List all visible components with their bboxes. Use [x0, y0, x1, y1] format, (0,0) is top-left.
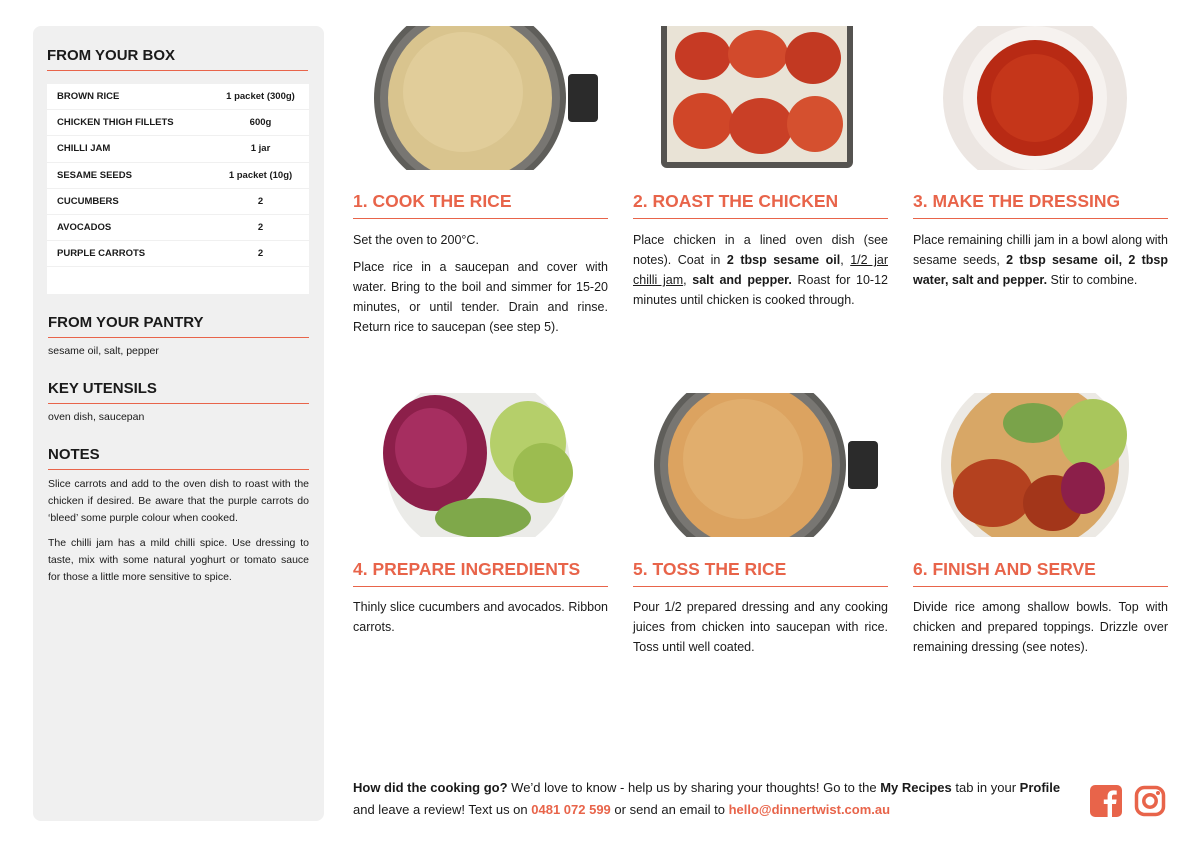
ingredient-name: BROWN RICE	[57, 91, 120, 103]
step-3-title: 3. MAKE THE DRESSING	[913, 191, 1168, 219]
step-4-body	[353, 597, 608, 637]
step-3-text: Place remaining chilli jam in a bowl along with sesame seeds, 2 tbsp sesame oil, 2 tbsp water, salt and pepper. Stir to combine.	[913, 233, 1169, 287]
ingredients-table	[47, 84, 309, 294]
step-4-text: Thinly slice cucumbers and avocados. Ribbon carrots.	[353, 600, 608, 634]
step-5-image	[633, 393, 888, 537]
ingredient-qty: 1 packet (10g)	[228, 169, 293, 181]
step-2-text: Place chicken in a lined oven dish (see notes). Coat in 2 tbsp sesame oil, 1/2 jar chilli jam, salt and pepper. Roast for 10-12 minutes until chicken is cooked through.	[633, 233, 889, 307]
ingredient-row	[47, 84, 309, 110]
step-4-title: 4. PREPARE INGREDIENTS	[353, 559, 608, 587]
ingredient-name: PURPLE CARROTS	[57, 248, 146, 260]
step-6-body	[913, 597, 1168, 657]
step-1-text: Set the oven to 200°C.	[353, 233, 479, 247]
step-6-image	[913, 393, 1168, 537]
step-1-text: Place rice in a saucepan and cover with water. Bring to the boil and simmer for 15-20 minutes, or until tender. Drain and rinse. Return rice to saucepan (see step 5).	[353, 260, 608, 334]
step-6-text: Divide rice among shallow bowls. Top with chicken and prepared toppings. Drizzle over remaining dressing (see notes).	[913, 600, 1168, 654]
step-2-title: 2. ROAST THE CHICKEN	[633, 191, 888, 219]
ingredient-qty: 2	[257, 222, 264, 234]
note-paragraph: The chilli jam has a mild chilli spice. Use dressing to taste, mix with some natural yoghurt or tomato sauce for those a little more sensitive to spice.	[48, 537, 309, 583]
step-2-image	[633, 26, 888, 170]
step-6-title: 6. FINISH AND SERVE	[913, 559, 1168, 587]
utensils-text: oven dish, saucepan	[48, 411, 145, 423]
ingredient-row	[47, 189, 309, 215]
ingredient-name: CHILLI JAM	[57, 143, 111, 155]
step-4-image	[353, 393, 608, 537]
ingredient-qty: 1 packet (300g)	[226, 91, 295, 103]
ingredient-row	[47, 163, 309, 189]
step-3-body	[913, 230, 1168, 290]
pantry-text: sesame oil, salt, pepper	[48, 345, 159, 357]
ingredient-name: AVOCADOS	[57, 222, 112, 234]
footer-feedback: How did the cooking go? We’d love to know - help us by sharing your thoughts! Go to the My Recipes tab in your Profile and leave a review! Text us on 0481 072 599 or send an email to hello@dinnertwist.com.au	[353, 780, 1061, 817]
step-5-title: 5. TOSS THE RICE	[633, 559, 888, 587]
sidebar	[33, 26, 324, 821]
email-link[interactable]: hello@dinnertwist.com.au	[728, 802, 891, 817]
ingredient-name: SESAME SEEDS	[57, 169, 132, 181]
ingredient-qty: 2	[257, 195, 264, 207]
ingredient-qty: 1 jar	[250, 143, 271, 155]
ingredient-qty: 600g	[249, 117, 272, 129]
notes-heading: NOTES	[48, 446, 309, 470]
utensils-heading: KEY UTENSILS	[48, 380, 309, 404]
phone-link[interactable]: 0481 072 599	[531, 802, 611, 817]
ingredient-row	[47, 215, 309, 241]
pantry-heading: FROM YOUR PANTRY	[48, 314, 309, 338]
step-1-image	[353, 26, 608, 170]
ingredient-row	[47, 110, 309, 136]
notes-text	[48, 476, 309, 586]
step-1-title: 1. COOK THE RICE	[353, 191, 608, 219]
step-1-body	[353, 230, 608, 337]
ingredient-name: CUCUMBERS	[57, 195, 119, 207]
instagram-icon[interactable]	[1134, 785, 1166, 817]
ingredient-name: CHICKEN THIGH FILLETS	[57, 117, 174, 129]
step-2-body	[633, 230, 888, 310]
step-5-text: Pour 1/2 prepared dressing and any cooking juices from chicken into saucepan with rice. Toss until well coated.	[633, 600, 888, 654]
step-3-image	[913, 26, 1168, 170]
ingredient-row	[47, 241, 309, 267]
step-5-body	[633, 597, 888, 657]
facebook-icon[interactable]	[1090, 785, 1122, 817]
from-your-box-heading: FROM YOUR BOX	[47, 47, 308, 71]
note-paragraph: Slice carrots and add to the oven dish to roast with the chicken if desired. Be aware that the purple carrots do ‘bleed’ some purple colour when cooked.	[48, 478, 309, 524]
ingredient-qty: 2	[257, 248, 264, 260]
ingredient-row	[47, 136, 309, 162]
